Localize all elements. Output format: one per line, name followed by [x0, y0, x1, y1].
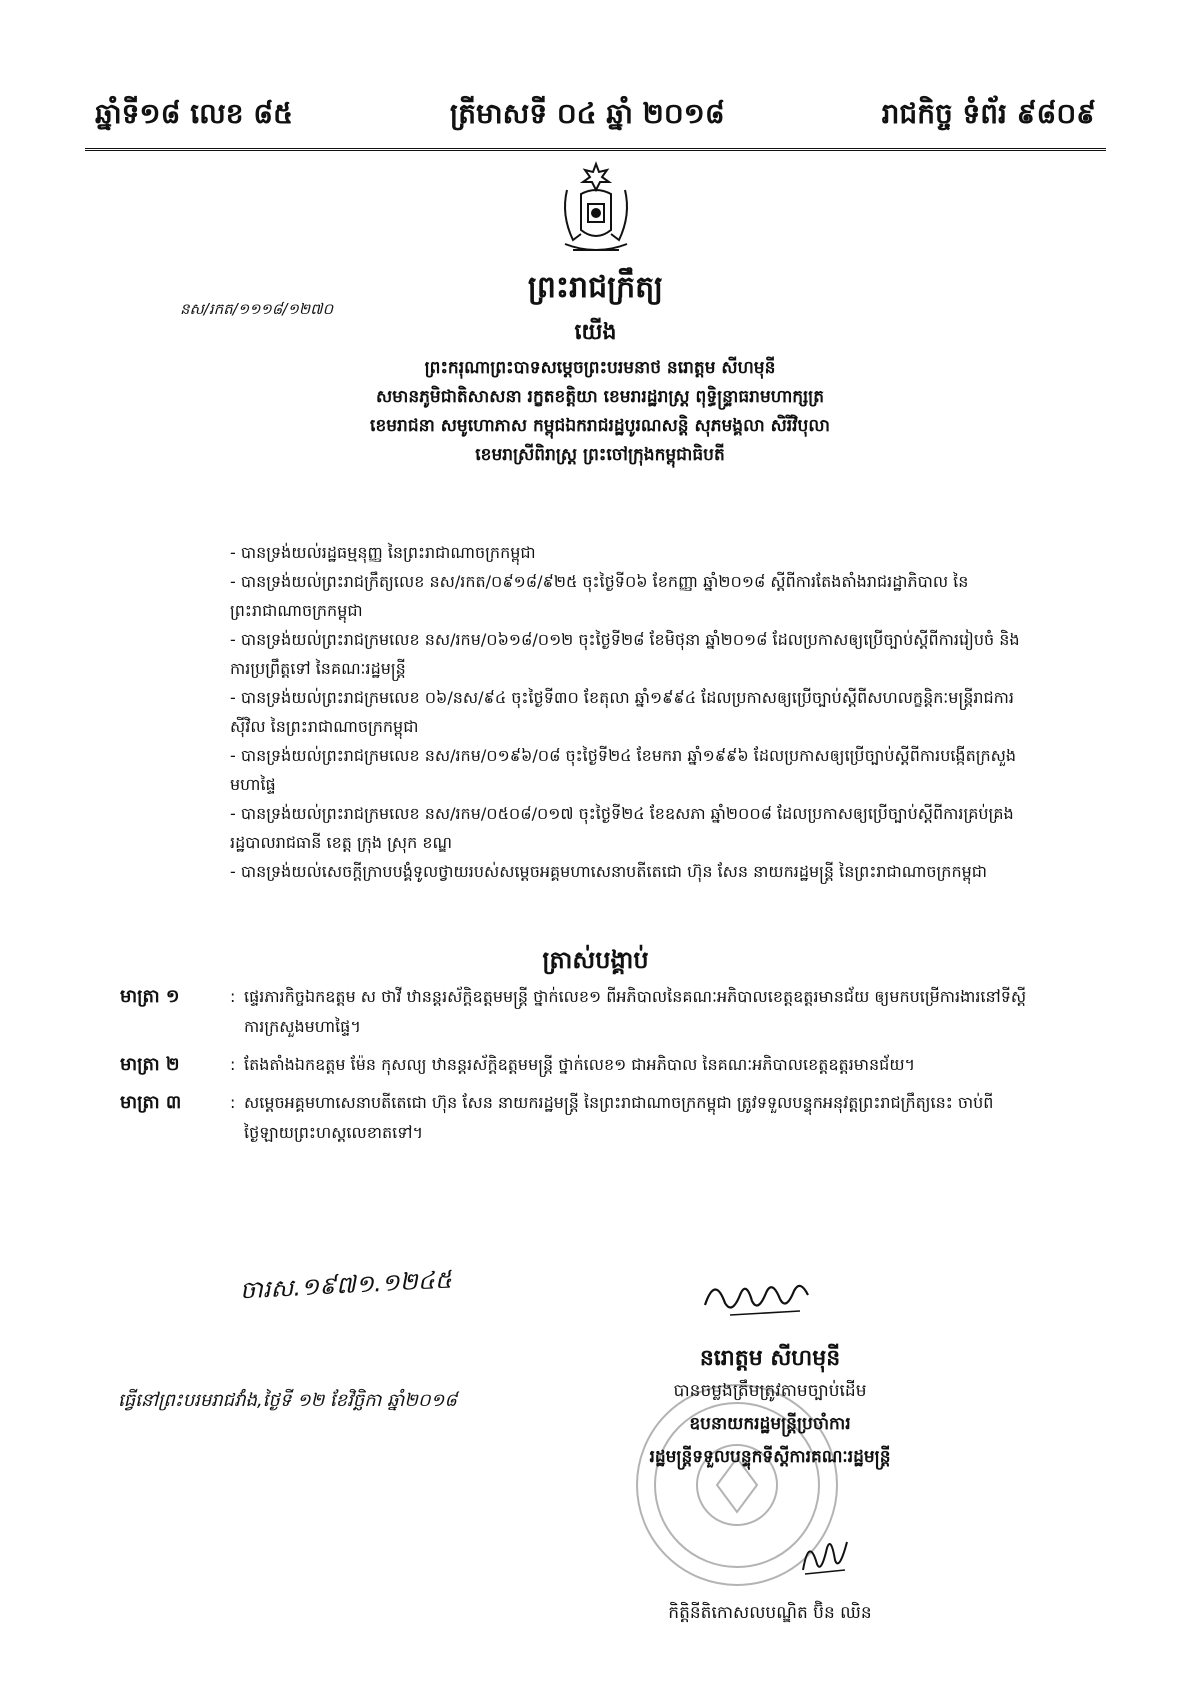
king-title-line: ខេមរាជនា សមូហោភាស កម្ពុជឯករាជរដ្ឋបូរណសន្តិ សុភមង្គលា សិរីវិបុលា: [370, 416, 830, 436]
article-colon: :: [230, 1093, 236, 1112]
we-heading: យើង: [574, 320, 617, 345]
article-text: តែងតាំងឯកឧត្តម ម៉ែន កុសល្យ ឋានន្តរស័ក្តិឧត្តមមន្ត្រី ថ្នាក់លេខ១ ជាអភិបាល នៃគណៈអភិបាលខេត្តឧត្តរមានជ័យ។: [244, 1055, 916, 1074]
minister-signature: [795, 1530, 855, 1580]
reference-number: នស/រកត/១១១៨/១២៧០: [180, 300, 334, 318]
articles-section: [120, 982, 1040, 1156]
header-page: រាជកិច្ច ទំព័រ ៩៨០៩: [881, 97, 1096, 130]
royal-signature: [700, 1265, 820, 1320]
article-label: មាត្រា ១: [120, 986, 180, 1007]
king-name: នរោត្តម សីហមុនី: [699, 1346, 841, 1371]
consideration-item: - បានទ្រង់យល់ព្រះរាជក្រមលេខ នស/រកម/០៦១៨/០១២ ចុះថ្ងៃទី២៨ ខែមិថុនា ឆ្នាំ២០១៨ ដែលប្រកាសឲ្យប្រើច្បាប់ស្តីពីការរៀបចំ និងការប្រព្រឹត្តទៅ នៃគណៈរដ្ឋមន្ត្រី: [230, 630, 1020, 678]
consideration-item: - បានទ្រង់យល់ព្រះរាជក្រមលេខ នស/រកម/០១៩៦/០៨ ចុះថ្ងៃទី២៤ ខែមករា ឆ្នាំ១៩៩៦ ដែលប្រកាសឲ្យប្រើច្បាប់ស្តីពីការបង្កើតក្រសួងមហាផ្ទៃ: [230, 746, 1017, 794]
signer-name: កិត្តិនីតិកោសលបណ្ឌិត ប៊ិន ឈិន: [668, 1603, 872, 1623]
consideration-item: - បានទ្រង់យល់សេចក្តីក្រាបបង្គំទូលថ្វាយរបស់សម្តេចអគ្គមហាសេនាបតីតេជោ ហ៊ុន សែន នាយករដ្ឋមន្ត្រី នៃព្រះរាជាណាចក្រកម្ពុជា: [230, 862, 987, 881]
article-1: [120, 982, 1040, 1042]
consideration-item: - បានទ្រង់យល់ព្រះរាជក្រមលេខ នស/រកម/០៥០៨/០១៧ ចុះថ្ងៃទី២៤ ខែឧសភា ឆ្នាំ២០០៨ ដែលប្រកាសឲ្យប្រើច្បាប់ស្តីពីការគ្រប់គ្រងរដ្ឋបាលរាជធានី ខេត្ត ក្រុង ស្រុក ខណ្ឌ: [230, 804, 1014, 852]
king-title-line: ព្រះករុណាព្រះបាទសម្តេចព្រះបរមនាថ នរោត្តម សីហមុនី: [424, 358, 776, 378]
signatory-block: [560, 1342, 980, 1474]
consideration-item: - បានទ្រង់យល់ព្រះរាជក្រមលេខ ០៦/នស/៩៤ ចុះថ្ងៃទី៣០ ខែតុលា ឆ្នាំ១៩៩៤ ដែលប្រកាសឲ្យប្រើច្បាប់ស្តីពីសហលក្ខន្តិកៈមន្ត្រីរាជការស៊ីវិល នៃព្រះរាជាណាចក្រកម្ពុជា: [230, 688, 1014, 736]
article-2: [120, 1050, 1040, 1080]
king-title-line: សមានភូមិជាតិសាសនា រក្ខតខត្តិយា ខេមរារដ្ឋរាស្ត្រ ពុទ្ធិន្ទ្រាធរាមហាក្សត្រ: [375, 387, 825, 407]
consideration-item: - បានទ្រង់យល់ព្រះរាជក្រឹត្យលេខ នស/រកត/០៩១៨/៩២៥ ចុះថ្ងៃទី០៦ ខែកញ្ញា ឆ្នាំ២០១៨ ស្តីពីការតែងតាំងរាជរដ្ឋាភិបាល នៃព្រះរាជាណាចក្រកម្ពុជា: [230, 572, 969, 620]
consideration-item: - បានទ្រង់យល់រដ្ឋធម្មនុញ្ញ នៃព្រះរាជាណាចក្រកម្ពុជា: [230, 543, 536, 562]
header-divider: [85, 148, 1106, 151]
article-text: ផ្ទេរភារកិច្ចឯកឧត្តម ស ថាវី ឋានន្តរស័ក្តិឧត្តមមន្ត្រី ថ្នាក់លេខ១ ពីអភិបាលនៃគណៈអភិបាលខេត្តឧត្តរមានជ័យ ឲ្យមកបម្រើការងារនៅទីស្តីការក្រសួងមហាផ្ទៃ។: [244, 987, 1027, 1036]
king-titles: [150, 354, 1050, 470]
king-title-line: ខេមរាស្រីពិរាស្ត្រ ព្រះចៅក្រុងកម្ពុជាធិបតី: [475, 445, 725, 465]
header-date: ត្រីមាសទី ០៤ ឆ្នាំ ២០១៨: [449, 97, 725, 130]
header-year-issue: ឆ្នាំទី១៨ លេខ ៨៥: [95, 97, 293, 130]
order-heading: ត្រាស់បង្គាប់: [542, 946, 649, 974]
place-and-date: ធ្វើនៅព្រះបរមរាជវាំង,ថ្ងៃទី ១២ ខែវិច្ឆិកា ឆ្នាំ២០១៨: [118, 1390, 457, 1411]
article-colon: :: [230, 1055, 236, 1074]
article-label: មាត្រា ៣: [120, 1092, 182, 1113]
article-colon: :: [230, 987, 236, 1006]
council-minister-role: រដ្ឋមន្ត្រីទទួលបន្ទុកទីស្តីការគណៈរដ្ឋមន្ត្រី: [649, 1447, 891, 1467]
deputy-prime-minister-title: ឧបនាយករដ្ឋមន្ត្រីប្រចាំការ: [689, 1414, 851, 1434]
article-3: [120, 1088, 1040, 1148]
article-text: សម្តេចអគ្គមហាសេនាបតីតេជោ ហ៊ុន សែន នាយករដ្ឋមន្ត្រី នៃព្រះរាជាណាចក្រកម្ពុជា ត្រូវទទួលបន្ទុកអនុវត្តព្រះរាជក្រឹត្យនេះ ចាប់ពីថ្ងៃឡាយព្រះហស្តលេខាតទៅ។: [244, 1093, 994, 1142]
decree-title: ព្រះរាជក្រឹត្យ: [527, 270, 664, 305]
handwritten-registration-number: ចារស.១៩៧១.១២៤៥: [239, 1265, 453, 1305]
article-label: មាត្រា ២: [120, 1054, 180, 1075]
considerations-list: [230, 538, 1030, 886]
royal-coat-of-arms-icon: [555, 160, 637, 260]
gazette-header: [95, 96, 1096, 137]
certified-copy-note: បានចម្លងត្រឹមត្រូវតាមច្បាប់ដើម: [673, 1381, 867, 1401]
